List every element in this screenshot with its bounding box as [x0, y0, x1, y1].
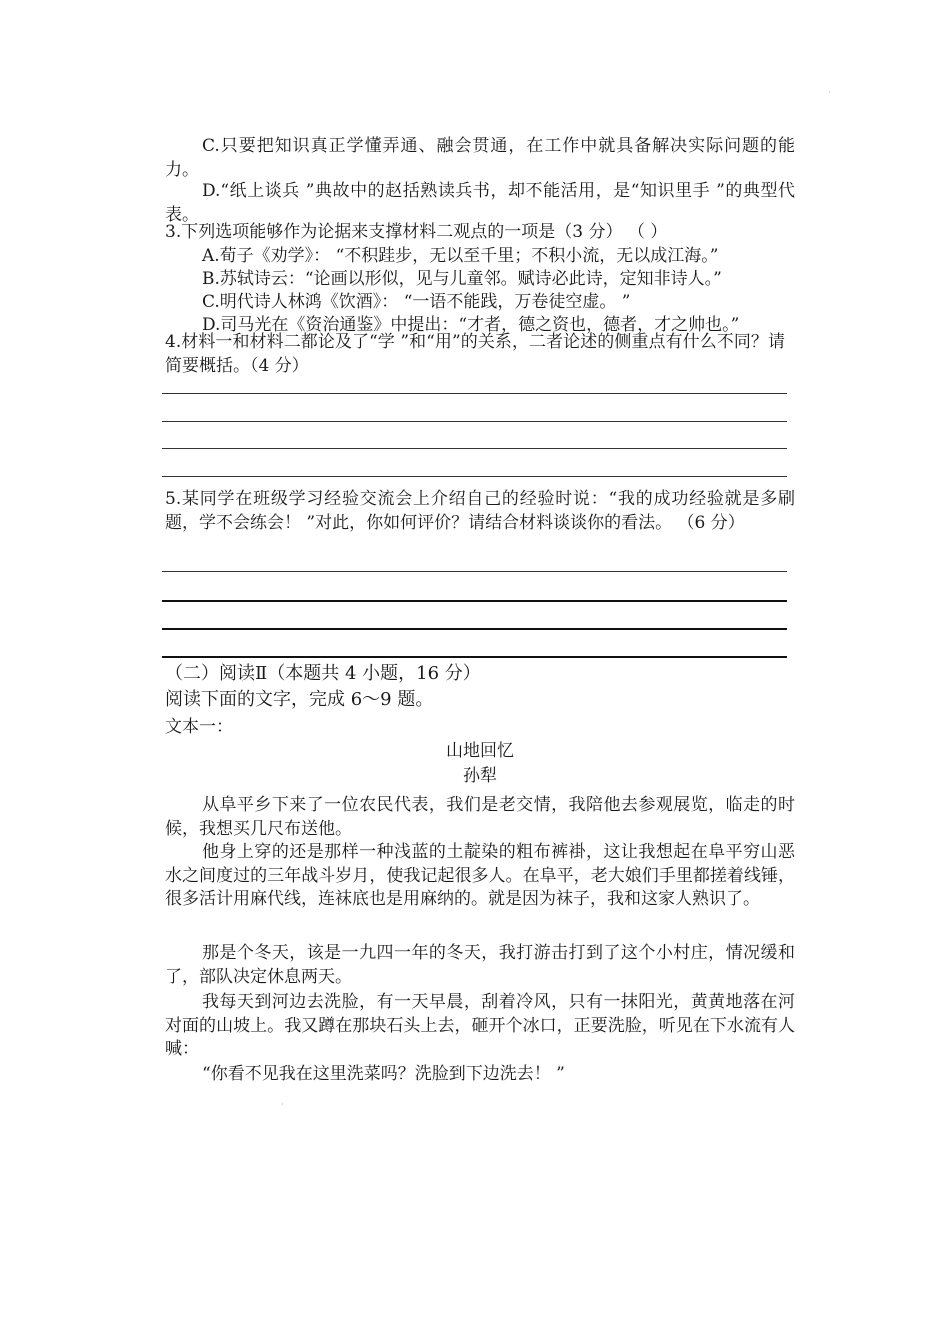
answer-line[interactable]	[162, 600, 787, 602]
q3-option-a: A.荀子《劝学》： “不积跬步，无以至千里；不积小流，无以成江海。”	[202, 246, 719, 266]
answer-line[interactable]	[162, 448, 787, 449]
article-paragraph: 他身上穿的还是那样一种浅蓝的土靛染的粗布裤褂，这让我想起在阜平穷山恶水之间度过的三年战斗岁月，使我记起很多人。在阜平，老大娘们手里都搓着线锤，很多活计用麻代线，连袜底也是用麻纳的。就是因为袜子，我和这家人熟识了。	[165, 842, 795, 909]
answer-line[interactable]	[162, 571, 787, 572]
q4-stem: 4.材料一和材料二都论及了“学 ”和“用”的关系，二者论述的侧重点有什么不同？请简要概括。（4 分）	[165, 332, 785, 376]
scan-dot: ·	[281, 1100, 284, 1109]
answer-line[interactable]	[162, 421, 787, 422]
answer-line[interactable]	[162, 393, 787, 394]
answer-line[interactable]	[162, 476, 787, 477]
q2-option-c: C.只要把知识真正学懂弄通、融会贯通，在工作中就具备解决实际问题的能力。	[165, 136, 795, 180]
article-title: 山地回忆	[446, 741, 514, 761]
q2-option-d: D.“纸上谈兵 ”典故中的赵括熟读兵书，却不能活用，是“知识里手 ”的典型代表。	[165, 181, 795, 225]
article-author: 孙犁	[463, 766, 497, 786]
section-instruction: 阅读下面的文字，完成 6～9 题。	[165, 689, 434, 710]
article-paragraph: “你看不见我在这里洗菜吗？洗脸到下边洗去！ ”	[202, 1064, 565, 1084]
q3-option-b: B.苏轼诗云：“论画以形似，见与儿童邻。赋诗必此诗，定知非诗人。”	[202, 269, 722, 289]
q5-stem: 5.某同学在班级学习经验交流会上介绍自己的经验时说：“我的成功经验就是多刷题，学不会练会！ ”对此，你如何评价？请结合材料谈谈你的看法。 （6 分）	[165, 489, 795, 533]
scan-dot: ·	[828, 88, 831, 97]
section-title: （二）阅读Ⅱ（本题共 4 小题，16 分）	[165, 663, 481, 684]
article-paragraph: 从阜平乡下来了一位农民代表，我们是老交情，我陪他去参观展览，临走的时候，我想买几尺布送他。	[165, 795, 795, 839]
q3-option-d: D.司马光在《资治通鉴》中提出：“才者，德之资也，德者，才之帅也。”	[202, 315, 740, 335]
answer-line[interactable]	[162, 656, 787, 658]
article-paragraph: 我每天到河边去洗脸，有一天早晨，刮着冷风，只有一抹阳光，黄黄地落在河对面的山坡上。我又蹲在那块石头上去，砸开个冰口，正要洗脸，听见在下水流有人喊：	[165, 992, 795, 1059]
article-paragraph: 那是个冬天，该是一九四一年的冬天，我打游击打到了这个小村庄，情况缓和了，部队决定休息两天。	[165, 943, 795, 987]
q3-stem: 3.下列选项能够作为论据来支撑材料二观点的一项是（3 分） （ ）	[165, 222, 668, 242]
q3-option-c: C.明代诗人林鸿《饮酒》： “一语不能践，万卷徒空虚。 ”	[202, 292, 631, 312]
answer-line[interactable]	[162, 628, 787, 630]
text-label: 文本一：	[165, 717, 233, 737]
